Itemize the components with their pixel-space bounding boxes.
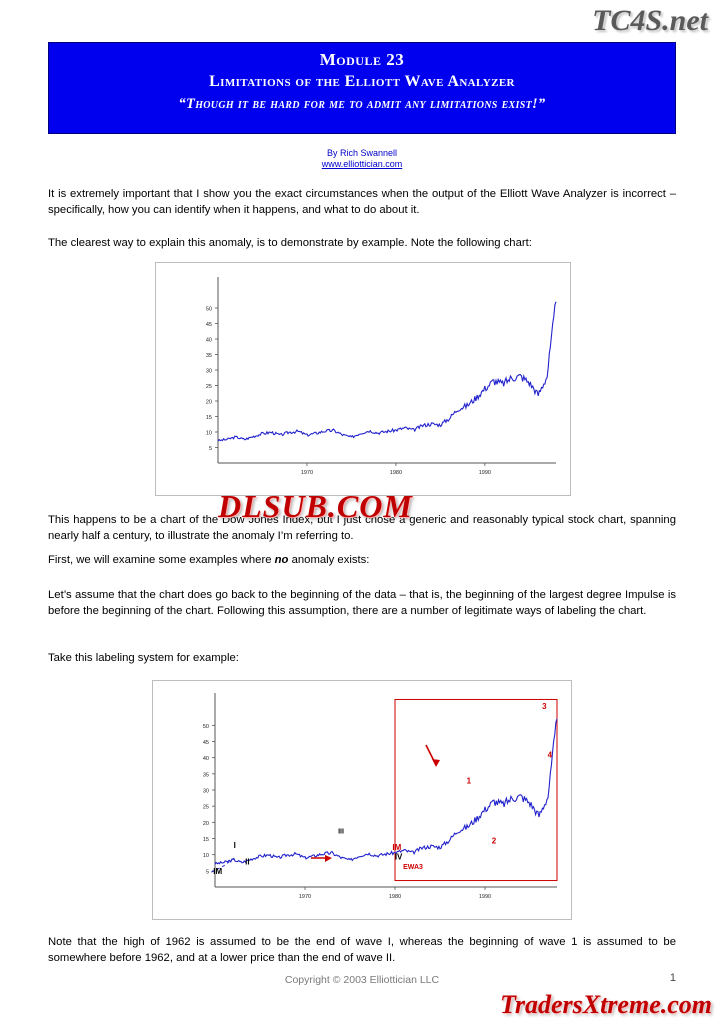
svg-text:40: 40 [205, 337, 212, 344]
chart2-y-axis-ticks [203, 724, 215, 876]
chart2-wave-labels [213, 702, 552, 876]
svg-text:5: 5 [205, 869, 209, 876]
svg-text:1970: 1970 [298, 894, 312, 900]
svg-text:15: 15 [202, 837, 209, 843]
svg-text:III: III [338, 828, 344, 836]
paragraph-example-intro: The clearest way to explain this anomaly, is to demonstrate by example. Note the following chart: [48, 237, 532, 249]
svg-text:10: 10 [205, 430, 212, 437]
chart-dow-jones-plain [155, 262, 571, 496]
svg-text:5: 5 [208, 446, 212, 452]
chart-dow-jones-labeled-svg [153, 681, 571, 919]
svg-text:30: 30 [202, 788, 209, 795]
svg-text:IV: IV [394, 852, 403, 862]
svg-text:45: 45 [202, 740, 209, 746]
svg-text:50: 50 [202, 723, 209, 730]
paragraph-intro: It is extremely important that I show you the exact circumstances when the output of the Elliott Wave Analyzer is incorrect – specifically, how you can identify when it happens, and what to do about it. [48, 188, 676, 216]
author-website-link[interactable]: www.elliottician.com [321, 159, 403, 169]
svg-text:II: II [245, 857, 250, 867]
svg-text:1: 1 [466, 776, 472, 786]
title-banner [48, 42, 676, 134]
svg-text:20: 20 [202, 820, 209, 827]
svg-text:20: 20 [205, 399, 212, 406]
document-subtitle: “Though it be hard for me to admit any limitations exist!” [178, 96, 546, 112]
svg-text:3: 3 [542, 702, 547, 712]
chart2-wave-arrows [311, 745, 440, 862]
chart1-price-line [218, 302, 556, 442]
paragraph-no-anomaly-emphasis: no [274, 554, 289, 566]
svg-text:1980: 1980 [388, 894, 402, 900]
chart-dow-jones-labeled [152, 680, 572, 920]
chart2-x-axis-ticks [299, 887, 491, 900]
paragraph-labeling-lead: Take this labeling system for example: [48, 652, 239, 664]
paragraph-no-anomaly [48, 552, 676, 568]
svg-text:25: 25 [205, 384, 212, 390]
svg-text:EWA3: EWA3 [403, 864, 423, 872]
watermark-center: DLSUB.COM [218, 488, 413, 524]
watermark-bottom-right: TradersXtreme.com [499, 990, 712, 1019]
svg-text:IM: IM [392, 842, 402, 852]
svg-text:35: 35 [205, 353, 212, 359]
chart-dow-jones-plain-svg [156, 263, 570, 495]
svg-text:10: 10 [202, 853, 209, 860]
svg-text:IM: IM [213, 867, 223, 877]
paragraph-dow-explanation: This happens to be a chart of the Dow Jones Index, but I just chose a generic and reasonably typical stock chart, spanning nearly half a century, to illustrate the anomaly I’m referring to. [48, 514, 676, 542]
chart2-highlight-box [395, 699, 557, 880]
paragraph-no-anomaly-a: First, we will examine some examples where [48, 554, 275, 566]
copyright-notice: Copyright © 2003 Elliottician LLC [284, 974, 440, 986]
chart1-y-axis-ticks [206, 307, 218, 453]
author-name: By Rich Swannell [326, 148, 398, 158]
svg-text:4: 4 [547, 750, 553, 760]
chart1-x-axis-ticks [301, 463, 491, 476]
page-number: 1 [669, 972, 676, 984]
svg-text:I: I [233, 841, 236, 851]
svg-text:1990: 1990 [478, 470, 491, 476]
document-title: Limitations of the Elliott Wave Analyzer [209, 73, 515, 90]
byline [0, 148, 724, 169]
svg-text:50: 50 [205, 306, 212, 313]
paragraph-assumption: Let’s assume that the chart does go back to the beginning of the data – that is, the beginning of the largest degree Impulse is before the beginning of the chart. Following this assumption, there are a number of legitimate ways of labeling the chart. [48, 589, 676, 617]
svg-text:25: 25 [202, 804, 209, 811]
svg-text:1980: 1980 [389, 470, 403, 476]
svg-text:2: 2 [491, 836, 497, 846]
svg-text:1990: 1990 [478, 894, 492, 900]
paragraph-closing-note: Note that the high of 1962 is assumed to be the end of wave I, whereas the beginning of wave 1 is assumed to be somewhere before 1962, and at a lower price than the end of wave II. [48, 936, 676, 964]
svg-text:1970: 1970 [300, 470, 314, 476]
watermark-top-right: TC4S.net [592, 4, 708, 37]
svg-text:35: 35 [202, 772, 209, 779]
module-title: Module 23 [319, 50, 405, 69]
svg-text:40: 40 [202, 756, 209, 763]
svg-text:45: 45 [205, 322, 212, 328]
svg-text:15: 15 [205, 415, 212, 421]
paragraph-no-anomaly-b: anomaly exists: [288, 554, 370, 566]
svg-text:30: 30 [205, 368, 212, 375]
chart2-price-line [215, 719, 557, 865]
